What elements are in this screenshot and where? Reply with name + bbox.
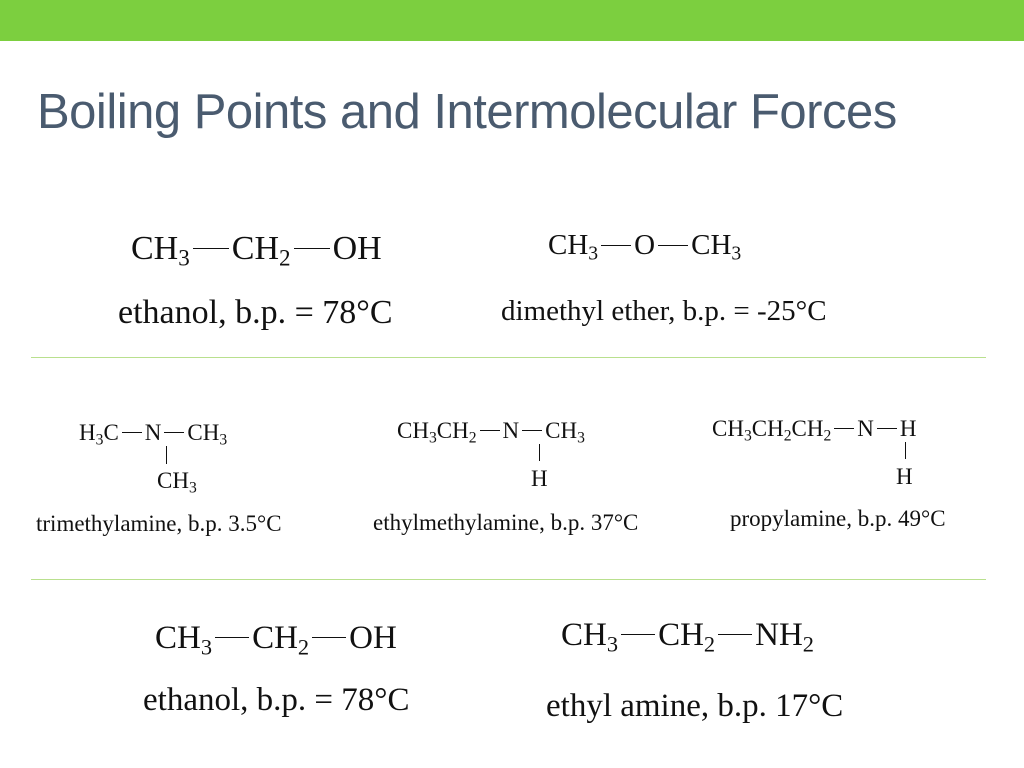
subscript: 2	[297, 634, 310, 660]
divider-1	[31, 357, 986, 358]
dimethyl-ether-structure	[548, 229, 742, 265]
subscript: 3	[178, 245, 190, 272]
subscript: 3	[731, 242, 742, 265]
atom: CH	[712, 416, 744, 441]
atom: CH	[131, 230, 179, 267]
ethyl-amine-structure	[561, 617, 815, 657]
atom: NH	[755, 617, 803, 653]
atom: CH	[561, 617, 607, 653]
atom: CH	[252, 620, 298, 656]
subscript: 2	[802, 631, 815, 657]
single-bond	[621, 634, 655, 635]
subscript: 2	[468, 429, 477, 447]
dimethyl-ether-label: dimethyl ether, b.p. = -25°C	[501, 295, 827, 327]
subscript: 3	[200, 634, 213, 660]
subscript: 2	[783, 427, 792, 445]
subscript: 2	[703, 631, 716, 657]
propylamine-hydrogen-below: H	[896, 464, 913, 489]
single-bond	[522, 430, 542, 431]
atom: OH	[332, 230, 382, 267]
vertical-bond	[905, 442, 906, 459]
vertical-bond	[539, 444, 540, 461]
propylamine-structure	[712, 416, 917, 445]
subscript: 3	[428, 429, 437, 447]
atom: CH	[187, 420, 220, 445]
atom-nitrogen: N	[857, 416, 874, 441]
ethanol-structure-2	[155, 620, 397, 660]
atom: OH	[349, 620, 397, 656]
atom: CH	[548, 229, 589, 261]
single-bond	[601, 245, 631, 246]
subscript: 3	[577, 429, 585, 447]
ethanol-label-1: ethanol, b.p. = 78°C	[118, 294, 393, 331]
atom: CH	[157, 468, 189, 493]
single-bond	[480, 430, 500, 431]
atom: CH	[397, 418, 429, 443]
atom-nitrogen: N	[502, 418, 520, 443]
divider-2	[31, 579, 986, 580]
subscript: 3	[588, 242, 599, 265]
accent-bar	[0, 0, 1024, 41]
subscript: 3	[606, 631, 619, 657]
subscript: 2	[279, 245, 291, 272]
subscript: 2	[823, 427, 832, 445]
single-bond	[164, 432, 184, 433]
slide-title: Boiling Points and Intermolecular Forces	[37, 85, 897, 139]
atom: CH	[155, 620, 201, 656]
trimethylamine-label: trimethylamine, b.p. 3.5°C	[36, 511, 282, 536]
atom: H	[79, 420, 96, 445]
ethylmethylamine-label: ethylmethylamine, b.p. 37°C	[373, 510, 639, 535]
ethanol-structure-1	[131, 230, 382, 272]
single-bond	[215, 637, 249, 638]
single-bond	[193, 248, 229, 249]
atom: CH	[436, 418, 469, 443]
single-bond	[877, 428, 897, 429]
vertical-bond	[166, 446, 167, 464]
trimethylamine-structure	[79, 420, 228, 449]
single-bond	[658, 245, 688, 246]
single-bond	[834, 428, 854, 429]
ethanol-label-2: ethanol, b.p. = 78°C	[143, 682, 410, 718]
atom: CH	[691, 229, 732, 261]
atom: CH	[231, 230, 280, 267]
trimethylamine-methyl-below	[157, 468, 197, 497]
atom: CH	[545, 418, 578, 443]
ethylmethylamine-hydrogen-below: H	[531, 466, 548, 491]
single-bond	[312, 637, 346, 638]
atom-nitrogen: N	[144, 420, 162, 445]
single-bond	[122, 432, 142, 433]
single-bond	[718, 634, 752, 635]
subscript: 3	[743, 427, 752, 445]
propylamine-label: propylamine, b.p. 49°C	[730, 506, 946, 531]
atom: CH	[791, 416, 824, 441]
ethylmethylamine-structure	[397, 418, 585, 447]
atom: CH	[751, 416, 784, 441]
subscript: 3	[188, 479, 197, 497]
atom: O	[634, 229, 656, 261]
single-bond	[294, 248, 330, 249]
subscript: 3	[95, 431, 104, 449]
ethyl-amine-label: ethyl amine, b.p. 17°C	[546, 688, 844, 724]
atom: C	[103, 420, 119, 445]
subscript: 3	[219, 431, 228, 449]
atom: CH	[658, 617, 704, 653]
atom: H	[899, 416, 917, 441]
